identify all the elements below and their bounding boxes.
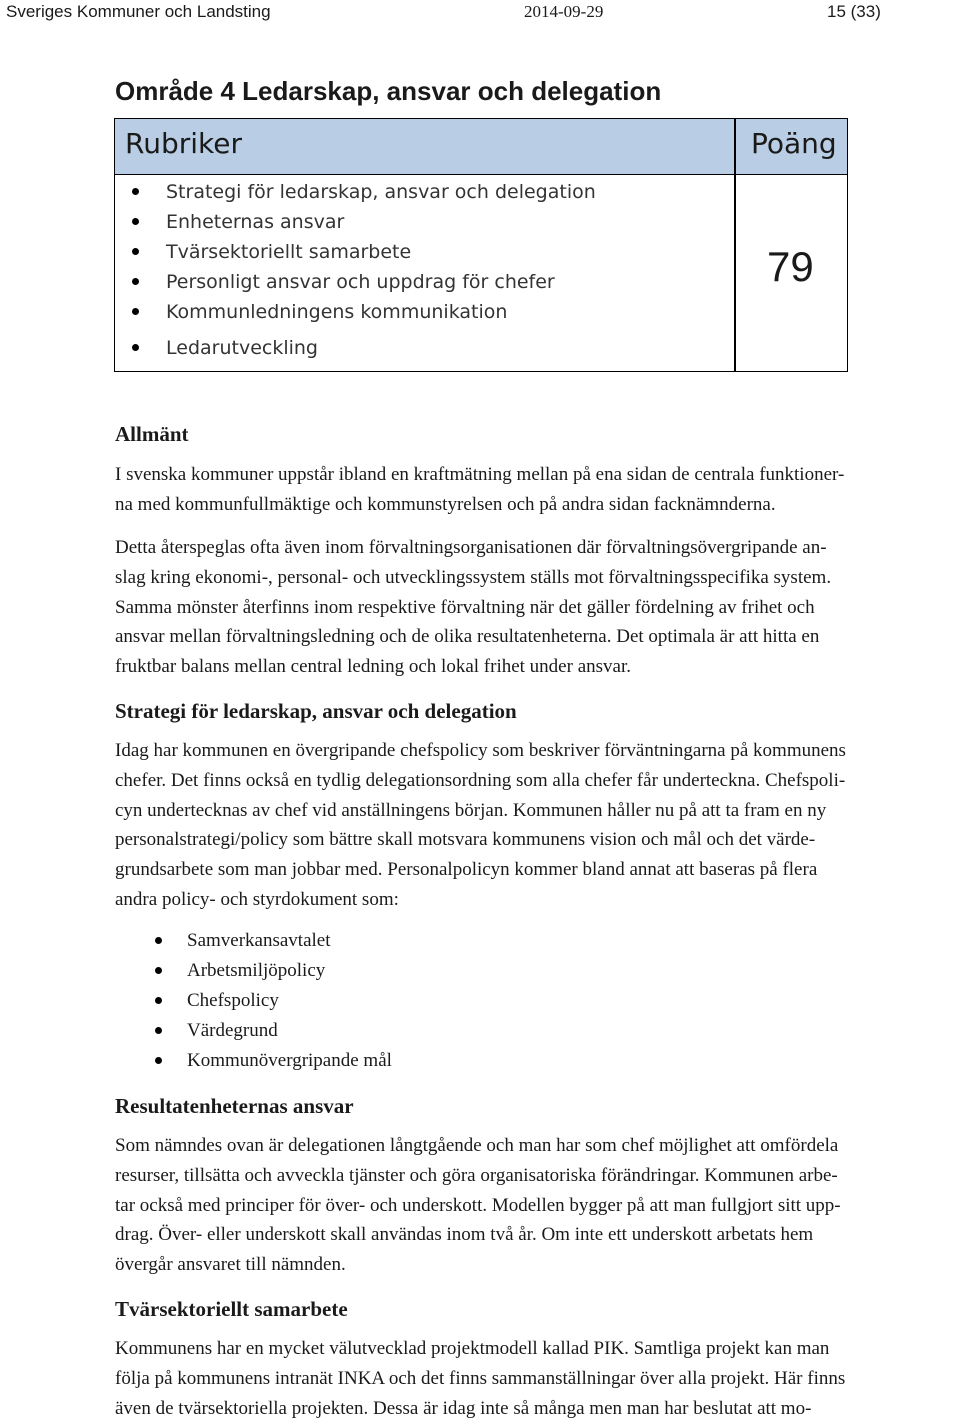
header-organization: Sveriges Kommuner och Landsting: [6, 2, 271, 21]
list-item: Samverkansavtalet: [155, 926, 392, 956]
header-page-number: 15 (33): [827, 2, 881, 21]
text-line: I svenska kommuner uppstår ibland en kraftmätning mellan på ena sidan de centrala funktioner-: [115, 464, 845, 485]
rubrik-item: Kommunledningens kommunikation: [129, 297, 596, 327]
area-title: Område 4 Ledarskap, ansvar och delegation: [115, 76, 662, 106]
text-line: Som nämndes ovan är delegationen långtgående och man har som chef möjlighet att omfördela: [115, 1135, 839, 1156]
text-line: na med kommunfullmäktige och kommunstyrelsen och på andra sidan facknämnderna.: [115, 493, 776, 515]
summary-table: [114, 118, 848, 372]
text-line: andra policy- och styrdokument som:: [115, 888, 399, 910]
rubriker-list: [129, 177, 596, 363]
column-header-poang: Poäng: [751, 127, 837, 160]
list-item: Chefspolicy: [155, 986, 392, 1016]
list-item: Kommunövergripande mål: [155, 1046, 392, 1076]
text-line: grundsarbete som man jobbar med. Personalpolicyn kommer bland annat att baseras på flera: [115, 859, 818, 881]
text-line: ansvar mellan förvaltningsledning och de olika resultatenheterna. Det optimala är att hitta en: [115, 626, 820, 648]
rubrik-item: Enheternas ansvar: [129, 207, 596, 237]
score-value: 79: [767, 243, 814, 290]
rubrik-item: Tvärsektoriellt samarbete: [129, 237, 596, 267]
text-line: personalstrategi/policy som bättre skall motsvara kommunens vision och mål och det värde-: [115, 829, 816, 851]
text-line: Kommunens har en mycket välutvecklad projektmodell kallad PIK. Samtliga projekt kan man: [115, 1338, 830, 1359]
paragraph-tvarsektoriellt: [115, 1334, 960, 1423]
text-line: fruktbar balans mellan central ledning och lokal frihet under ansvar.: [115, 656, 631, 678]
text-line: Idag har kommunen en övergripande chefspolicy som beskriver förväntningarna på kommunens: [115, 740, 846, 761]
rubrik-item: Personligt ansvar och uppdrag för chefer: [129, 267, 596, 297]
header-date: 2014-09-29: [524, 2, 604, 21]
text-line: drag. Över- eller underskott skall användas inom två år. Om inte ett underskott arbetats hem: [115, 1224, 814, 1246]
page-header: [0, 0, 960, 28]
rubrik-item: Strategi för ledarskap, ansvar och delegation: [129, 177, 596, 207]
paragraph-strategi: [115, 736, 960, 915]
text-line: resurser, tillsätta och avveckla tjänster och göra organisatoriska förändringar. Kommunen arbe-: [115, 1164, 838, 1186]
list-item: Värdegrund: [155, 1016, 392, 1046]
heading-resultatenheter: Resultatenheternas ansvar: [115, 1094, 354, 1118]
text-line: tar också med principer för över- och underskott. Modellen bygger på att man fullgjort sitt upp-: [115, 1194, 841, 1216]
text-line: även de tvärsektoriella projekten. Dessa är idag inte så många men man har beslutat att mo-: [115, 1397, 812, 1419]
text-line: Samma mönster återfinns inom respektive förvaltning när det gäller fördelning av frihet och: [115, 596, 815, 618]
paragraph-allmant-2: [115, 533, 960, 682]
rubrik-item: Ledarutveckling: [129, 333, 596, 363]
paragraph-allmant-1: [115, 460, 960, 520]
heading-strategi: Strategi för ledarskap, ansvar och delegation: [115, 699, 517, 723]
column-divider: [734, 119, 736, 371]
text-line: Detta återspeglas ofta även inom förvaltningsorganisationen där förvaltningsövergripande an-: [115, 537, 827, 558]
text-line: cyn undertecknas av chef vid anställningens början. Kommunen håller nu på att ta fram en ny: [115, 799, 827, 821]
heading-tvarsektoriellt: Tvärsektoriellt samarbete: [115, 1297, 348, 1321]
column-header-rubriker: Rubriker: [125, 127, 242, 160]
text-line: övergår ansvaret till nämnden.: [115, 1254, 346, 1276]
policy-document-list: [155, 926, 392, 1076]
heading-allmant: Allmänt: [115, 422, 189, 446]
text-line: chefer. Det finns också en tydlig delegationsordning som alla chefer får underteckna. Chefspoli-: [115, 769, 846, 791]
text-line: följa på kommunens intranät INKA och det finns sammanställningar över alla projekt. Här finns: [115, 1367, 846, 1389]
paragraph-resultatenheter: [115, 1131, 960, 1280]
list-item: Arbetsmiljöpolicy: [155, 956, 392, 986]
text-line: slag kring ekonomi-, personal- och utvecklingssystem ställs mot förvaltningsspecifika system.: [115, 566, 832, 588]
